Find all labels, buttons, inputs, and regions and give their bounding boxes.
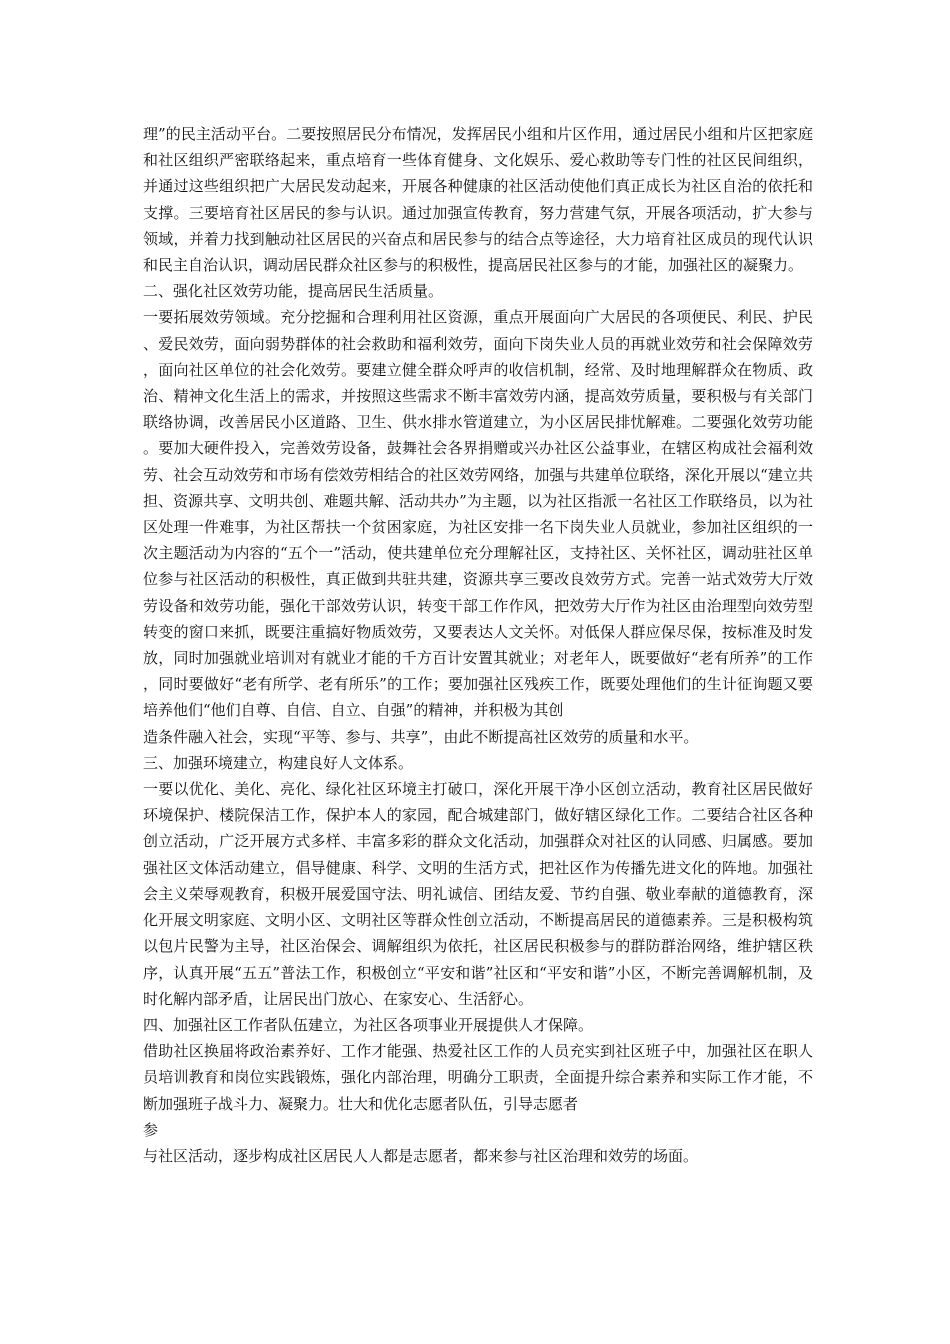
document-body — [143, 121, 813, 1169]
paragraph-service-functions: 一要拓展效劳领域。充分挖掘和合理利用社区资源，重点开展面向广大居民的各项便民、利民、护民、爱民效劳，面向弱势群体的社会救助和福利效劳，面向下岗失业人员的再就业效劳和社会保障效劳，面向社区单位的社会化效劳。要建立健全群众呼声的收信机制，经常、及时地理解群众在物质、政治、精神文化生活上的需求，并按照这些需求不断丰富效劳内涵，提高效劳质量，要积极与有关部门联络协调，改善居民小区道路、卫生、供水排水管道建立，为小区居民排忧解难。二要强化效劳功能。要加大硬件投入，完善效劳设备，鼓舞社会各界捐赠或兴办社区公益事业，在辖区构成社会福利效劳、社会互动效劳和市场有偿效劳相结合的社区效劳网络，加强与共建单位联络，深化开展以“建立共担、资源共享、文明共创、难题共解、活动共办”为主题，以为社区指派一名社区工作联络员，以为社区处理一件难事，为社区帮扶一个贫困家庭，为社区安排一名下岗失业人员就业，参加社区组织的一次主题活动为内容的“五个一”活动，使共建单位充分理解社区，支持社区、关怀社区，调动驻社区单位参与社区活动的积极性，真正做到共驻共建，资源共享三要改良效劳方式。完善一站式效劳大厅效劳设备和效劳功能，强化干部效劳认识，转变干部工作作风，把效劳大厅作为社区由治理型向效劳型转变的窗口来抓，既要注重搞好物质效劳，又要表达人文关怀。对低保人群应保尽保，按标准及时发放，同时加强就业培训对有就业才能的千方百计安置其就业；对老年人，既要做好“老有所养”的工作，同时要做好“老有所学、老有所乐”的工作；要加强社区残疾工作，既要处理他们的生计征询题又要培养他们“他们自尊、自信、自立、自强”的精神，并积极为其创 — [143, 308, 813, 720]
paragraph-service-functions-continued: 造条件融入社会，实现“平等、参与、共享”，由此不断提高社区效劳的质量和水平。 — [143, 727, 699, 746]
paragraph-workforce-fragment: 参 — [143, 1120, 159, 1139]
paragraph-community-participation: 理”的民主活动平台。二要按照居民分布情况，发挥居民小组和片区作用，通过居民小组和片区把家庭和社区组织严密联络起来，重点培育一些体育健身、文化娱乐、爱心救助等专门性的社区民间组织，并通过这些组织把广大居民发动起来，开展各种健康的社区活动使他们真正成长为社区自治的依托和支撑。三要培育社区居民的参与认识。通过加强宣传教育，努力营建气氛，开展各项活动，扩大参与领域，并着力找到触动社区居民的兴奋点和居民参与的结合点等途径，大力培育社区成员的现代认识和民主自治认识，调动居民群众社区参与的积极性，提高居民社区参与的才能，加强社区的凝聚力。 — [143, 125, 813, 275]
paragraph-workforce-ending: 与社区活动，逐步构成社区居民人人都是志愿者，都来参与社区治理和效劳的场面。 — [143, 1146, 699, 1165]
section-heading-2: 二、强化社区效劳功能，提高居民生活质量。 — [143, 282, 444, 301]
paragraph-environment: 一要以优化、美化、亮化、绿化社区环境主打破口，深化开展干净小区创立活动，教育社区居民做好环境保护、楼院保洁工作，保护本人的家园，配合城建部门，做好辖区绿化工作。二要结合社区各种创立活动，广泛开展方式多样、丰富多彩的群众文化活动，加强群众对社区的认同感、归属感。要加强社区文体活动建立，倡导健康、科学、文明的生活方式，把社区作为传播先进文化的阵地。加强社会主义荣辱观教育，积极开展爱国守法、明礼诚信、团结友爱、节约自强、敬业奉献的道德教育，深化开展文明家庭、文明小区、文明社区等群众性创立活动，不断提高居民的道德素养。三是积极构筑以包片民警为主导，社区治保会、调解组织为依托，社区居民积极参与的群防群治网络，维护辖区秩序，认真开展“五五”普法工作，积极创立“平安和谐”社区和“平安和谐”小区，不断完善调解机制，及时化解内部矛盾，让居民出门放心、在家安心、生活舒心。 — [143, 780, 813, 1008]
section-heading-4: 四、加强社区工作者队伍建立，为社区各项事业开展提供人才保障。 — [143, 1015, 594, 1034]
section-heading-3: 三、加强环境建立，构建良好人文体系。 — [143, 753, 414, 772]
paragraph-workforce: 借助社区换届将政治素养好、工作才能强、热爱社区工作的人员充实到社区班子中，加强社区在职人员培训教育和岗位实践锻炼，强化内部治理，明确分工职责，全面提升综合素养和实际工作才能，不断加强班子战斗力、凝聚力。壮大和优化志愿者队伍，引导志愿者 — [143, 1042, 813, 1113]
